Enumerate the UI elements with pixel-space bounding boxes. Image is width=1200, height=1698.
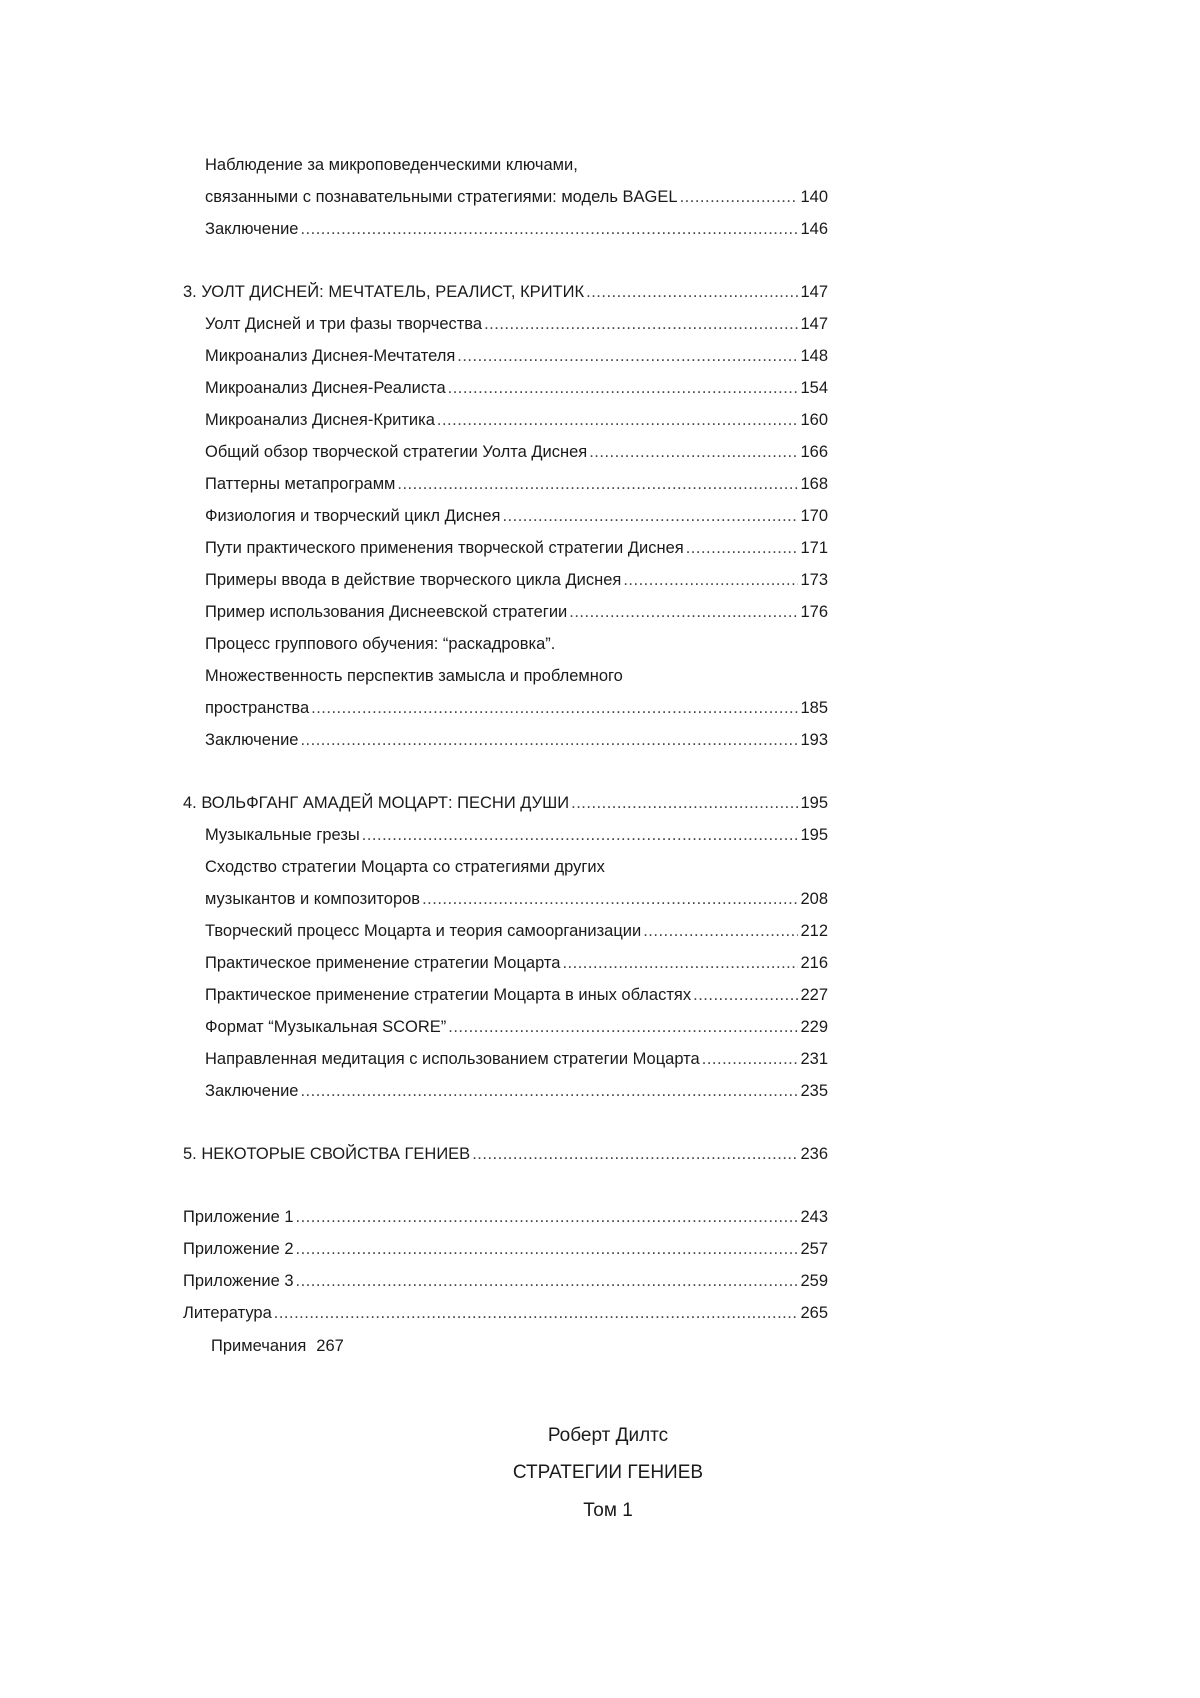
- toc-entry-title: Формат “Музыкальная SCORE”: [205, 1018, 447, 1036]
- toc-section-entry: [183, 660, 828, 692]
- toc-entry-page: 140: [800, 188, 828, 206]
- toc-entry-title: пространства: [205, 699, 310, 717]
- toc-dot-leader: [422, 883, 798, 915]
- book-title: СТРАТЕГИИ ГЕНИЕВ: [512, 1462, 704, 1483]
- toc-section-entry: [183, 819, 828, 851]
- toc-section-entry: [183, 724, 828, 756]
- toc-entry-page: 147: [800, 315, 828, 333]
- toc-entry-page: 195: [800, 794, 828, 812]
- table-of-contents: [183, 149, 828, 1329]
- toc-entry-page: 195: [800, 826, 828, 844]
- toc-entry-title: Творческий процесс Моцарта и теория самоорганизации: [205, 922, 642, 940]
- toc-section-entry: [183, 883, 828, 915]
- toc-chapter-entry: [183, 1201, 828, 1233]
- volume-label: Том 1: [583, 1500, 633, 1521]
- toc-section-entry: [183, 404, 828, 436]
- toc-entry-page: 265: [800, 1304, 828, 1322]
- toc-dot-leader: [274, 1297, 799, 1329]
- notes-label: Примечания: [211, 1337, 307, 1355]
- toc-chapter-entry: [183, 1297, 828, 1329]
- toc-entry-title: Общий обзор творческой стратегии Уолта Диснея: [205, 443, 588, 461]
- toc-entry-page: 236: [800, 1145, 828, 1163]
- toc-chapter-entry: [183, 1138, 828, 1170]
- toc-gap: [183, 1170, 828, 1201]
- toc-dot-leader: [457, 340, 798, 372]
- toc-entry-title: Заключение: [205, 1082, 299, 1100]
- toc-notes-entry: [211, 1330, 354, 1362]
- toc-entry-title: Множественность перспектив замысла и проблемного: [205, 667, 623, 685]
- toc-dot-leader: [437, 404, 799, 436]
- toc-entry-title: Процесс группового обучения: “раскадровка”.: [205, 635, 556, 653]
- toc-entry-page: 154: [800, 379, 828, 397]
- toc-entry-page: 257: [800, 1240, 828, 1258]
- toc-entry-title: Микроанализ Диснея-Мечтателя: [205, 347, 456, 365]
- toc-entry-page: 235: [800, 1082, 828, 1100]
- toc-section-entry: [183, 1075, 828, 1107]
- toc-dot-leader: [484, 308, 798, 340]
- author-name: Роберт Дилтс: [547, 1425, 669, 1446]
- toc-entry-page: 146: [800, 220, 828, 238]
- toc-entry-title: Уолт Дисней и три фазы творчества: [205, 315, 483, 333]
- toc-dot-leader: [693, 979, 798, 1011]
- toc-entry-title: Заключение: [205, 731, 299, 749]
- toc-entry-page: 170: [800, 507, 828, 525]
- toc-entry-title: связанными с познавательными стратегиями: модель BAGEL: [205, 188, 678, 206]
- toc-section-entry: [183, 436, 828, 468]
- toc-entry-page: 160: [800, 411, 828, 429]
- toc-section-entry: [183, 1043, 828, 1075]
- toc-entry-title: Физиология и творческий цикл Диснея: [205, 507, 501, 525]
- toc-section-entry: [183, 500, 828, 532]
- toc-chapter-entry: [183, 1265, 828, 1297]
- toc-gap: [183, 756, 828, 787]
- toc-entry-title: Микроанализ Диснея-Критика: [205, 411, 435, 429]
- toc-dot-leader: [296, 1201, 799, 1233]
- toc-section-entry: [183, 468, 828, 500]
- toc-dot-leader: [643, 915, 798, 947]
- toc-entry-title: Заключение: [205, 220, 299, 238]
- toc-entry-page: 166: [800, 443, 828, 461]
- toc-entry-title: Приложение 3: [183, 1272, 294, 1290]
- toc-entry-page: 259: [800, 1272, 828, 1290]
- toc-dot-leader: [362, 819, 799, 851]
- toc-dot-leader: [569, 596, 798, 628]
- toc-chapter-entry: [183, 1233, 828, 1265]
- toc-entry-title: Приложение 1: [183, 1208, 294, 1226]
- toc-dot-leader: [623, 564, 798, 596]
- toc-entry-title: Пример использования Диснеевской стратегии: [205, 603, 568, 621]
- toc-gap: [183, 245, 828, 276]
- toc-entry-title: Микроанализ Диснея-Реалиста: [205, 379, 446, 397]
- toc-entry-title: Направленная медитация с использованием стратегии Моцарта: [205, 1050, 700, 1068]
- toc-dot-leader: [589, 436, 798, 468]
- toc-entry-title: 5. НЕКОТОРЫЕ СВОЙСТВА ГЕНИЕВ: [183, 1145, 471, 1163]
- toc-dot-leader: [472, 1138, 798, 1170]
- toc-dot-leader: [586, 276, 798, 308]
- toc-dot-leader: [300, 213, 798, 245]
- toc-entry-title: Приложение 2: [183, 1240, 294, 1258]
- toc-entry-page: 212: [800, 922, 828, 940]
- toc-dot-leader: [397, 468, 798, 500]
- toc-entry-title: Примеры ввода в действие творческого цикла Диснея: [205, 571, 622, 589]
- toc-entry-title: Практическое применение стратегии Моцарта: [205, 954, 561, 972]
- toc-section-entry: [183, 596, 828, 628]
- toc-dot-leader: [311, 692, 798, 724]
- toc-entry-page: 173: [800, 571, 828, 589]
- toc-dot-leader: [571, 787, 798, 819]
- toc-dot-leader: [300, 724, 798, 756]
- toc-dot-leader: [296, 1233, 799, 1265]
- toc-entry-title: Паттерны метапрограмм: [205, 475, 396, 493]
- toc-entry-page: 147: [800, 283, 828, 301]
- toc-dot-leader: [502, 500, 798, 532]
- toc-section-entry: [183, 340, 828, 372]
- toc-dot-leader: [448, 372, 799, 404]
- toc-dot-leader: [680, 181, 799, 213]
- toc-entry-page: 185: [800, 699, 828, 717]
- toc-section-entry: [183, 947, 828, 979]
- toc-entry-title: 4. ВОЛЬФГАНГ АМАДЕЙ МОЦАРТ: ПЕСНИ ДУШИ: [183, 794, 570, 812]
- toc-dot-leader: [702, 1043, 799, 1075]
- toc-section-entry: [183, 213, 828, 245]
- toc-entry-page: 168: [800, 475, 828, 493]
- toc-dot-leader: [296, 1265, 799, 1297]
- toc-dot-leader: [686, 532, 799, 564]
- toc-entry-title: 3. УОЛТ ДИСНЕЙ: МЕЧТАТЕЛЬ, РЕАЛИСТ, КРИТИК: [183, 283, 585, 301]
- toc-gap: [183, 1107, 828, 1138]
- toc-section-entry: [183, 851, 828, 883]
- toc-entry-page: 193: [800, 731, 828, 749]
- toc-section-entry: [183, 149, 828, 181]
- toc-entry-page: 148: [800, 347, 828, 365]
- toc-entry-title: Музыкальные грезы: [205, 826, 360, 844]
- toc-dot-leader: [562, 947, 798, 979]
- toc-entry-page: 208: [800, 890, 828, 908]
- toc-entry-title: Практическое применение стратегии Моцарта в иных областях: [205, 986, 692, 1004]
- toc-section-entry: [183, 692, 828, 724]
- toc-section-entry: [183, 532, 828, 564]
- toc-dot-leader: [300, 1075, 798, 1107]
- toc-entry-page: 216: [800, 954, 828, 972]
- toc-entry-title: Наблюдение за микроповеденческими ключами,: [205, 156, 578, 174]
- toc-section-entry: [183, 915, 828, 947]
- toc-section-entry: [183, 181, 828, 213]
- toc-section-entry: [183, 308, 828, 340]
- toc-entry-title: Литература: [183, 1304, 272, 1322]
- toc-section-entry: [183, 372, 828, 404]
- toc-entry-page: 227: [800, 986, 828, 1004]
- toc-entry-page: 176: [800, 603, 828, 621]
- toc-entry-page: 231: [800, 1050, 828, 1068]
- toc-chapter-entry: [183, 787, 828, 819]
- toc-entry-page: 171: [800, 539, 828, 557]
- toc-entry-title: музыкантов и композиторов: [205, 890, 421, 908]
- toc-section-entry: [183, 628, 828, 660]
- notes-page: 267: [316, 1337, 344, 1355]
- toc-entry-title: Сходство стратегии Моцарта со стратегиями других: [205, 858, 605, 876]
- toc-dot-leader: [448, 1011, 798, 1043]
- toc-section-entry: [183, 979, 828, 1011]
- toc-entry-title: Пути практического применения творческой стратегии Диснея: [205, 539, 684, 557]
- toc-entry-page: 243: [800, 1208, 828, 1226]
- toc-entry-page: 229: [800, 1018, 828, 1036]
- toc-section-entry: [183, 564, 828, 596]
- toc-chapter-entry: [183, 276, 828, 308]
- toc-section-entry: [183, 1011, 828, 1043]
